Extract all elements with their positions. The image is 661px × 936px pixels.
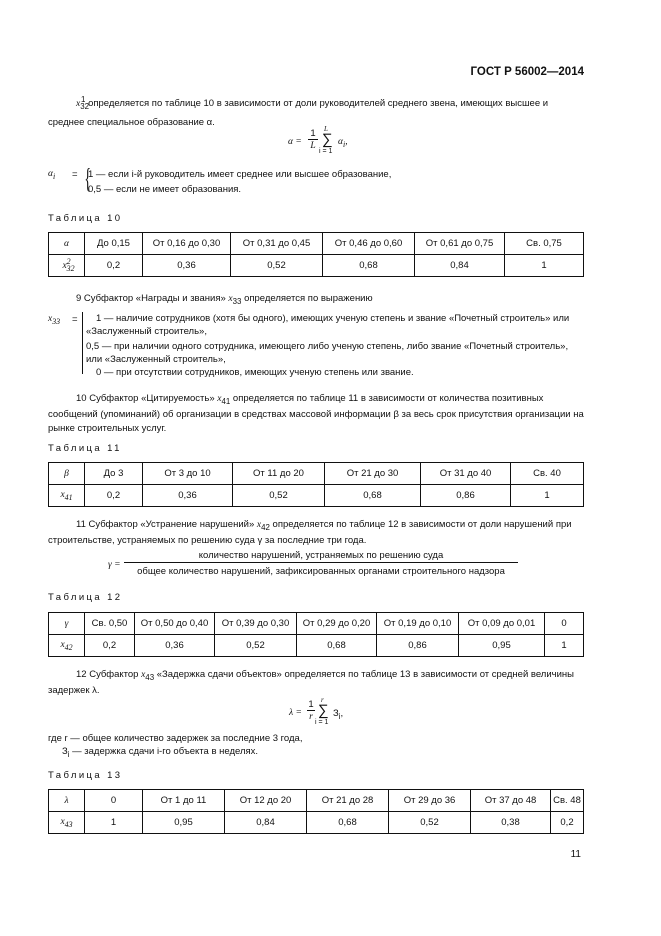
- header-cell: От 0,39 до 0,30: [215, 613, 297, 635]
- x33-lhs: [48, 314, 60, 326]
- table-13: [48, 789, 584, 834]
- table12-caption: Таблица 12: [48, 592, 123, 603]
- row-label-sub: 32: [66, 264, 75, 274]
- formula-lhs: λ =: [289, 708, 302, 718]
- case-1: 1 — наличие сотрудников (хотя бы одного), имеющих ученую степень и звание «Почетный строитель» или «Заслуженный строитель»,: [86, 313, 570, 337]
- cell: 1: [505, 255, 584, 277]
- formula-lhs: α =: [288, 137, 302, 147]
- lhs-sub: 33: [52, 316, 61, 326]
- formula-term: [338, 137, 348, 149]
- header-cell: 0: [85, 790, 143, 812]
- header-cell: От 3 до 10: [143, 463, 233, 485]
- equals-sign: =: [72, 169, 78, 180]
- cell: 0,36: [143, 485, 233, 507]
- table-row: [49, 485, 584, 507]
- lhs: x: [48, 314, 53, 324]
- header-cell: От 21 до 28: [307, 790, 389, 812]
- term: З: [333, 708, 339, 719]
- table-header-row: [49, 613, 584, 635]
- p11-text-b: определяется по таблице 12 в зависимости от доли нарушений при строительстве, устраняемых по решению суда γ за последние три года.: [48, 519, 572, 547]
- table11-caption: Таблица 11: [48, 443, 122, 454]
- table-header-row: [49, 233, 584, 255]
- formula-numerator: количество нарушений, устраняемых по решению суда: [124, 550, 518, 563]
- formula-term: [333, 708, 343, 721]
- term-sub: i: [338, 711, 341, 721]
- formula-denominator: общее количество нарушений, зафиксированных органами строительного надзора: [137, 566, 505, 577]
- table-12: [48, 612, 584, 657]
- header-cell: α: [49, 233, 85, 255]
- row-label-cell: [49, 812, 85, 834]
- sum-upper: L: [324, 125, 328, 133]
- where-line-2: [62, 746, 548, 759]
- cell: 0,52: [215, 635, 297, 657]
- cell: 0,95: [459, 635, 545, 657]
- p9-text-b: определяется по выражению: [244, 293, 373, 304]
- row-label-cell: [49, 255, 85, 277]
- header-cell: 0: [545, 613, 584, 635]
- p12-text-a: 12 Субфактор: [76, 669, 139, 680]
- header-cell: λ: [49, 790, 85, 812]
- paragraph-12: [48, 668, 584, 698]
- header-cell: Св. 0,75: [505, 233, 584, 255]
- header-cell: От 0,46 до 0,60: [323, 233, 415, 255]
- row-label: x: [60, 639, 65, 650]
- formula-numerator: 1: [308, 699, 314, 710]
- var-x: x: [141, 670, 146, 680]
- cell: 0,86: [377, 635, 459, 657]
- header-cell: От 31 до 40: [421, 463, 511, 485]
- equals-sign: =: [72, 314, 78, 325]
- row-label: x: [60, 816, 65, 827]
- paragraph-10: [48, 392, 584, 435]
- p10-text-b: определяется по таблице 11 в зависимости от количества позитивных сообщений (упоминаний) об организации в средствах массовой информации β за весь срок присутствия организации на рынке строительных услуг.: [48, 393, 584, 434]
- sigma-icon: ∑: [318, 702, 329, 719]
- table-row: [49, 812, 584, 834]
- cell: 0,52: [231, 255, 323, 277]
- var-x: x: [228, 294, 233, 304]
- term-tail: ,: [340, 708, 344, 719]
- var-sub: 33: [232, 296, 242, 306]
- x33-definition: [48, 310, 588, 380]
- table10-caption: Таблица 10: [48, 213, 123, 224]
- p9-text-a: 9 Субфактор «Награды и звания»: [76, 293, 226, 304]
- sum-lower: i = 1: [319, 148, 333, 155]
- formula-gamma: [108, 551, 518, 581]
- header-cell: От 11 до 20: [233, 463, 325, 485]
- cell: 0,38: [471, 812, 551, 834]
- table-11: [48, 462, 584, 507]
- cell: 0,68: [307, 812, 389, 834]
- row-label-sub: 41: [64, 492, 73, 502]
- header-cell: От 21 до 30: [325, 463, 421, 485]
- case-1: 1 — если i-й руководитель имеет среднее или высшее образование,: [88, 169, 392, 180]
- header-cell: От 0,61 до 0,75: [415, 233, 505, 255]
- where-text: — задержка сдачи i-го объекта в неделях.: [72, 746, 259, 757]
- cell: 0,95: [143, 812, 225, 834]
- where-var-sub: i: [67, 749, 70, 759]
- p11-text-a: 11 Субфактор «Устранение нарушений»: [76, 519, 255, 530]
- cell: 0,2: [551, 812, 584, 834]
- cell: 0,52: [233, 485, 325, 507]
- header-cell: Св. 48: [551, 790, 584, 812]
- var-sup: 1: [81, 95, 86, 104]
- alpha-definition: [48, 166, 588, 200]
- cell: 0,52: [389, 812, 471, 834]
- standard-header: ГОСТ Р 56002—2014: [470, 66, 584, 78]
- header-cell: До 3: [85, 463, 143, 485]
- where-var: З: [62, 746, 68, 757]
- paragraph-11: [48, 518, 584, 548]
- cell: 0,84: [415, 255, 505, 277]
- row-label: x: [60, 489, 65, 500]
- row-label-cell: [49, 485, 85, 507]
- sum-lower: i = 1: [315, 719, 329, 726]
- table-row: [49, 255, 584, 277]
- table-10: [48, 232, 584, 277]
- sigma-icon: ∑: [322, 131, 333, 148]
- header-cell: От 29 до 36: [389, 790, 471, 812]
- header-cell: От 0,29 до 0,20: [297, 613, 377, 635]
- case-2: 0,5 — при наличии одного сотрудника, имеющего либо ученую степень, либо звание «Почетный строитель», или «Заслуженный строитель»,: [86, 341, 569, 365]
- var-x: x: [256, 520, 262, 530]
- header-cell: От 0,16 до 0,30: [143, 233, 231, 255]
- cell: 0,68: [323, 255, 415, 277]
- page-number: 11: [570, 849, 581, 860]
- cell: 0,68: [297, 635, 377, 657]
- row-label-sub: 42: [64, 642, 73, 652]
- cell: 0,2: [85, 635, 135, 657]
- cell: 0,36: [135, 635, 215, 657]
- term: α: [338, 137, 343, 147]
- cell: 1: [85, 812, 143, 834]
- where-block: [48, 733, 548, 759]
- row-label-sup: 2: [66, 257, 71, 267]
- header-cell: Св. 40: [511, 463, 584, 485]
- lhs-sub: i: [53, 171, 56, 181]
- var-sub: 41: [221, 396, 231, 406]
- cell: 1: [511, 485, 584, 507]
- cell: 0,2: [85, 485, 143, 507]
- term-sub: i: [343, 139, 346, 149]
- paragraph-text: определяется по таблице 10 в зависимости от доли руководителей среднего звена, имеющих высшее и среднее специальное образование α.: [48, 98, 549, 129]
- formula-lambda: [289, 696, 379, 729]
- alpha-i-lhs: [48, 169, 55, 181]
- formula-numerator: 1: [308, 128, 318, 140]
- header-cell: От 37 до 48: [471, 790, 551, 812]
- header-cell: От 1 до 11: [143, 790, 225, 812]
- header-cell: От 0,50 до 0,40: [135, 613, 215, 635]
- lhs: α: [48, 169, 53, 179]
- row-label: x: [62, 261, 67, 272]
- cell: 0,68: [325, 485, 421, 507]
- header-cell: Св. 0,50: [85, 613, 135, 635]
- cell: 0,36: [143, 255, 231, 277]
- case-3: 0 — при отсутствии сотрудников, имеющих ученую степень или звание.: [96, 367, 414, 378]
- header-cell: γ: [49, 613, 85, 635]
- p10-text-a: 10 Субфактор «Цитируемость»: [76, 393, 215, 404]
- cell: 0,2: [85, 255, 143, 277]
- table13-caption: Таблица 13: [48, 770, 123, 781]
- formula-lhs: γ =: [108, 560, 121, 570]
- paragraph-9: [48, 291, 584, 310]
- var-sub: 42: [261, 522, 270, 532]
- header-cell: От 0,19 до 0,10: [377, 613, 459, 635]
- cell: 1: [545, 635, 584, 657]
- table-header-row: [49, 463, 584, 485]
- p12-text-b: «Задержка сдачи объектов» определяется по таблице 13 в зависимости от средней величины задержек λ.: [48, 669, 574, 697]
- term-tail: ,: [345, 137, 348, 147]
- formula-alpha: [288, 125, 408, 158]
- case-2: 0,5 — если не имеет образования.: [88, 184, 242, 195]
- row-label-cell: [49, 635, 85, 657]
- paragraph-x32-1: [48, 92, 584, 131]
- row-label-sub: 43: [64, 819, 73, 829]
- header-cell: От 0,31 до 0,45: [231, 233, 323, 255]
- cell: 0,86: [421, 485, 511, 507]
- formula-denominator: L: [310, 141, 316, 151]
- header-cell: От 12 до 20: [225, 790, 307, 812]
- header-cell: До 0,15: [85, 233, 143, 255]
- formula-denominator: r: [309, 712, 313, 722]
- header-cell: От 0,09 до 0,01: [459, 613, 545, 635]
- var-x: x: [217, 394, 222, 404]
- brace-icon: {: [84, 164, 92, 195]
- header-cell: β: [49, 463, 85, 485]
- var-x: x: [76, 99, 81, 110]
- where-line-1: где r — общее количество задержек за последние 3 года,: [48, 733, 303, 744]
- sum-upper: r: [321, 696, 324, 704]
- var-sub: 43: [145, 672, 155, 682]
- cell: 0,84: [225, 812, 307, 834]
- table-row: [49, 635, 584, 657]
- table-header-row: [49, 790, 584, 812]
- var-sub: 32: [80, 102, 90, 112]
